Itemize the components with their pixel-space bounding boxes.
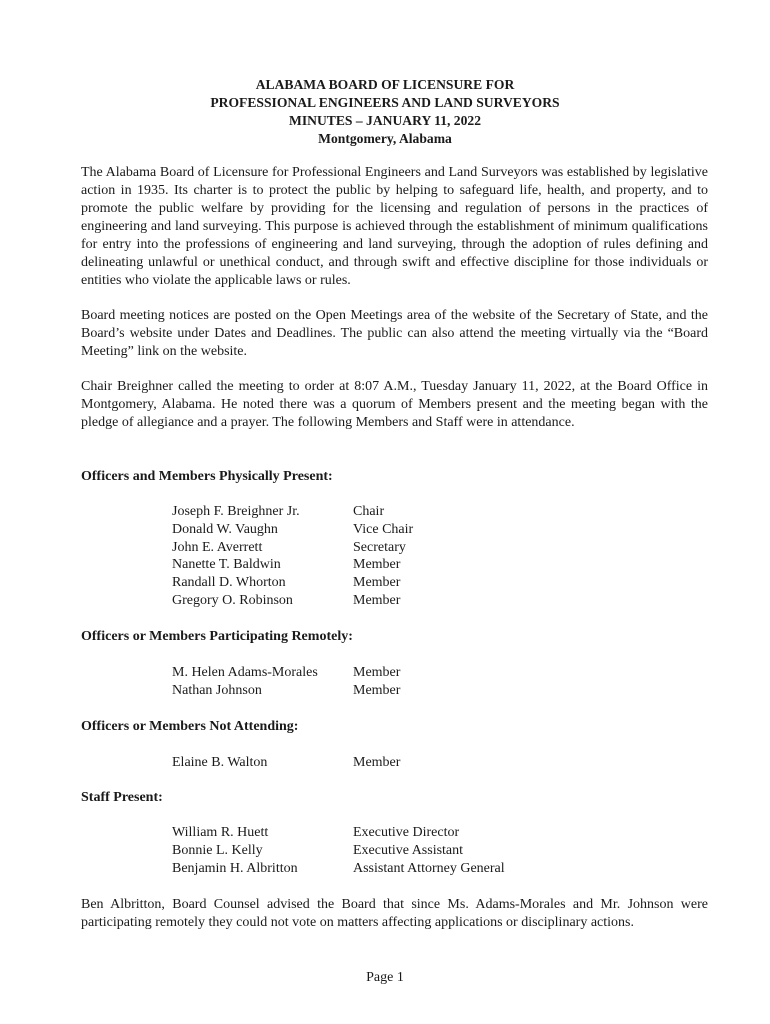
roster-row: [172, 521, 413, 539]
header-minutes-date: MINUTES – JANUARY 11, 2022: [289, 113, 481, 128]
present-roster: [172, 503, 413, 610]
remote-heading: Officers or Members Participating Remotely:: [81, 629, 353, 644]
roster-row: [172, 574, 413, 592]
member-role: Member: [353, 682, 401, 698]
staff-name: Benjamin H. Albritton: [172, 860, 298, 876]
intro-paragraph: The Alabama Board of Licensure for Professional Engineers and Land Surveyors was established by legislative action in 1935. Its charter is to protect the public by helping to safeguard life, health, and property, and to promote the public welfare by providing for the licensing and regulation of persons in the practices of engineering and land surveying. This purpose is achieved through the establishment of minimum qualifications for entry into the professions of engineering and land surveying, through the adoption of rules defining and delineating unlawful or unethical conduct, and through swift and effective discipline for those individuals or entities who violate the applicable laws or rules.: [81, 165, 708, 288]
member-role: Member: [353, 575, 401, 591]
member-name: Nanette T. Baldwin: [172, 557, 281, 573]
staff-heading: Staff Present:: [81, 790, 163, 805]
roster-row: [172, 664, 400, 682]
roster-row: [172, 842, 505, 860]
member-name: John E. Averrett: [172, 539, 263, 555]
roster-row: [172, 824, 505, 842]
roster-row: [172, 754, 400, 772]
roster-row: [172, 860, 505, 878]
roster-row: [172, 592, 413, 610]
member-name: Gregory O. Robinson: [172, 592, 293, 608]
member-role: Vice Chair: [353, 521, 414, 537]
staff-role: Assistant Attorney General: [353, 860, 505, 876]
present-heading: Officers and Members Physically Present:: [81, 469, 333, 484]
header-location: Montgomery, Alabama: [318, 131, 452, 146]
member-name: Joseph F. Breighner Jr.: [172, 504, 300, 519]
notices-paragraph: Board meeting notices are posted on the Open Meetings area of the website of the Secretary of State, and the Board’s website under Dates and Deadlines. The public can also attend the meeting virtually via the “Board Meeting” link on the website.: [81, 308, 708, 359]
member-role: Secretary: [353, 539, 406, 555]
remote-roster: [172, 664, 400, 700]
call-to-order-paragraph: Chair Breighner called the meeting to order at 8:07 A.M., Tuesday January 11, 2022, at the Board Office in Montgomery, Alabama. He noted there was a quorum of Members present and the meeting began with the pledge of allegiance and a prayer. The following Members and Staff were in attendance.: [81, 379, 708, 430]
header-board-subtitle: PROFESSIONAL ENGINEERS AND LAND SURVEYORS: [210, 95, 560, 110]
staff-role: Executive Director: [353, 825, 460, 840]
member-name: Nathan Johnson: [172, 682, 262, 698]
staff-name: Bonnie L. Kelly: [172, 842, 263, 858]
member-role: Member: [353, 557, 401, 573]
staff-roster: [172, 824, 505, 877]
staff-name: William R. Huett: [172, 825, 269, 840]
roster-row: [172, 682, 400, 700]
member-name: M. Helen Adams-Morales: [172, 665, 318, 680]
member-role: Member: [353, 755, 401, 770]
member-role: Member: [353, 665, 401, 680]
member-name: Donald W. Vaughn: [172, 521, 278, 537]
header-board-name: ALABAMA BOARD OF LICENSURE FOR: [255, 77, 515, 92]
staff-role: Executive Assistant: [353, 842, 464, 858]
absent-heading: Officers or Members Not Attending:: [81, 719, 299, 734]
absent-roster: [172, 754, 400, 772]
roster-row: [172, 503, 413, 521]
roster-row: [172, 556, 413, 574]
roster-row: [172, 539, 413, 557]
document-header: [0, 76, 770, 148]
counsel-paragraph: Ben Albritton, Board Counsel advised the Board that since Ms. Adams-Morales and Mr. Johnson were participating remotely they could not vote on matters affecting applications or disciplinary actions.: [81, 897, 708, 930]
member-name: Elaine B. Walton: [172, 755, 268, 770]
member-name: Randall D. Whorton: [172, 575, 286, 591]
member-role: Chair: [353, 504, 385, 519]
page-number: Page 1: [366, 970, 404, 985]
member-role: Member: [353, 592, 401, 608]
